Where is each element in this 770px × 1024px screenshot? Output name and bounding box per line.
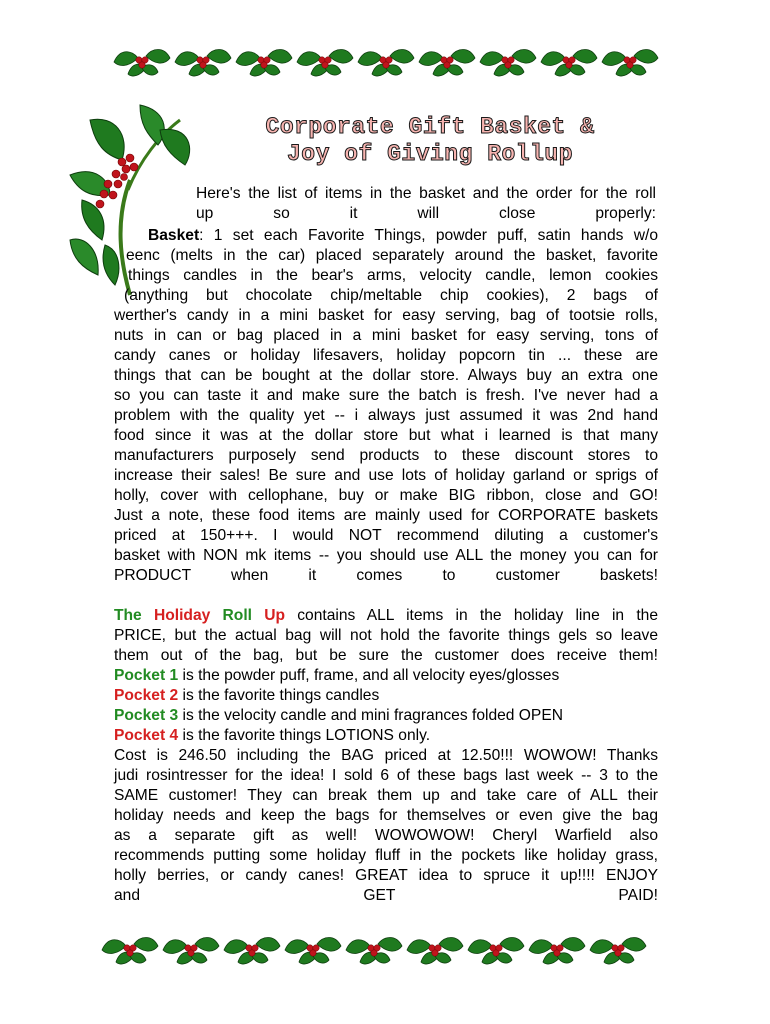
holly-sprig-icon (346, 938, 402, 965)
basket-line-12: manufacturers purposely send products to these discount stores to (114, 447, 658, 464)
closing-line-4: holiday needs and keep the bags for themselves or even give the bag (114, 807, 658, 824)
basket-line-17: basket with NON mk items -- you should use ALL the money you can for (114, 547, 658, 564)
basket-paragraph-head (126, 226, 658, 286)
pocket-label: Pocket 4 (114, 727, 179, 744)
pocket-item: Pocket 2 is the favorite things candles (114, 687, 380, 704)
rollup-line-3: them out of the bag, but be sure the customer does receive them! (114, 647, 658, 664)
closing-line-6: recommends putting some holiday fluff in the pockets like holiday grass, (114, 847, 658, 864)
holly-garland-bottom (0, 928, 770, 968)
basket-line-7: candy canes or holiday lifesavers, holiday popcorn tin ... these are (114, 347, 658, 364)
holly-sprig-icon (236, 50, 292, 77)
title-line-1: Corporate Gift Basket & (265, 114, 595, 140)
basket-paragraph-body (114, 286, 658, 586)
holly-sprig-icon (419, 50, 475, 77)
holly-sprig-icon (297, 50, 353, 77)
closing-line-3: SAME customer! They can break them up and take care of ALL their (114, 787, 658, 804)
holly-sprig-icon (468, 938, 524, 965)
closing-line-8: and GET PAID! (114, 887, 658, 904)
holly-sprig-icon (358, 50, 414, 77)
holly-sprig-icon (224, 938, 280, 965)
basket-line-2: eenc (melts in the car) placed separately around the basket, favorite (126, 247, 658, 264)
holly-garland-top (0, 40, 770, 80)
basket-line-18: PRODUCT when it comes to customer baskets! (114, 567, 658, 584)
holly-sprig-icon (590, 938, 646, 965)
holly-sprig-icon (102, 938, 158, 965)
pocket-item: Pocket 4 is the favorite things LOTIONS only. (114, 727, 431, 744)
basket-line-14: holly, cover with cellophane, buy or make BIG ribbon, close and GO! (114, 487, 658, 504)
basket-line-3: things candles in the bear's arms, velocity candle, lemon cookies (128, 267, 658, 284)
holly-sprig-icon (529, 938, 585, 965)
intro-line-2: up so it will close properly: (196, 205, 656, 222)
pocket-label: Pocket 1 (114, 667, 179, 684)
holly-sprig-icon (114, 50, 170, 77)
basket-line-11: food since it was at the dollar store but what i learned is that many (114, 427, 658, 444)
holly-sprig-icon (163, 938, 219, 965)
rollup-line-1: The Holiday Roll Up contains ALL items in the holiday line in the (114, 607, 658, 624)
page-title (190, 114, 670, 168)
basket-line-5: werther's candy in a mini basket for easy serving, bag of tootsie rolls, (114, 307, 658, 324)
rollup-line-2: PRICE, but the actual bag will not hold the favorite things gels so leave (114, 627, 658, 644)
title-line-2: Joy of Giving Rollup (286, 141, 574, 167)
basket-line-13: increase their sales! Be sure and use lots of holiday garland or sprigs of (114, 467, 658, 484)
intro-paragraph (196, 184, 656, 224)
pocket-label: Pocket 3 (114, 707, 179, 724)
holly-sprig-icon (175, 50, 231, 77)
basket-line-8: things that can be bought at the dollar store. Always buy an extra one (114, 367, 658, 384)
basket-line-10: problem with the quality yet -- i always just assumed it was 2nd hand (114, 407, 658, 424)
basket-line-6: nuts in can or bag placed in a mini basket for easy serving, tons of (114, 327, 658, 344)
basket-line-9: so you can taste it and make sure the batch is fresh. I've never had a (114, 387, 658, 404)
holly-garland-icon (0, 928, 770, 968)
closing-line-7: holly berries, or candy canes! GREAT idea to spruce it up!!!! ENJOY (114, 867, 658, 884)
basket-line-16: priced at 150+++. I would NOT recommend diluting a customer's (114, 527, 658, 544)
holly-sprig-icon (285, 938, 341, 965)
rollup-paragraph (114, 606, 658, 666)
holly-sprig-icon (602, 50, 658, 77)
basket-label: Basket (148, 227, 200, 244)
pocket-item: Pocket 3 is the velocity candle and mini fragrances folded OPEN (114, 707, 563, 724)
holly-sprig-icon (541, 50, 597, 77)
pocket-list (114, 666, 658, 746)
closing-line-5: as a separate gift as well! WOWOWOW! Cheryl Warfield also (114, 827, 658, 844)
holly-garland-icon (0, 40, 770, 80)
basket-line-15: Just a note, these food items are mainly used for CORPORATE baskets (114, 507, 658, 524)
holly-sprig-icon (407, 938, 463, 965)
basket-line-4: (anything but chocolate chip/meltable chip cookies), 2 bags of (124, 287, 658, 304)
closing-line-2: judi rosintresser for the idea! I sold 6 of these bags last week -- 3 to the (114, 767, 658, 784)
closing-paragraph (114, 746, 658, 906)
basket-line-1: Basket: 1 set each Favorite Things, powder puff, satin hands w/o (148, 227, 658, 244)
pocket-label: Pocket 2 (114, 687, 179, 704)
intro-line-1: Here's the list of items in the basket and the order for the roll (196, 185, 656, 202)
pocket-item: Pocket 1 is the powder puff, frame, and all velocity eyes/glosses (114, 667, 560, 684)
holly-sprig-icon (480, 50, 536, 77)
closing-line-1: Cost is 246.50 including the BAG priced at 12.50!!! WOWOW! Thanks (114, 747, 658, 764)
